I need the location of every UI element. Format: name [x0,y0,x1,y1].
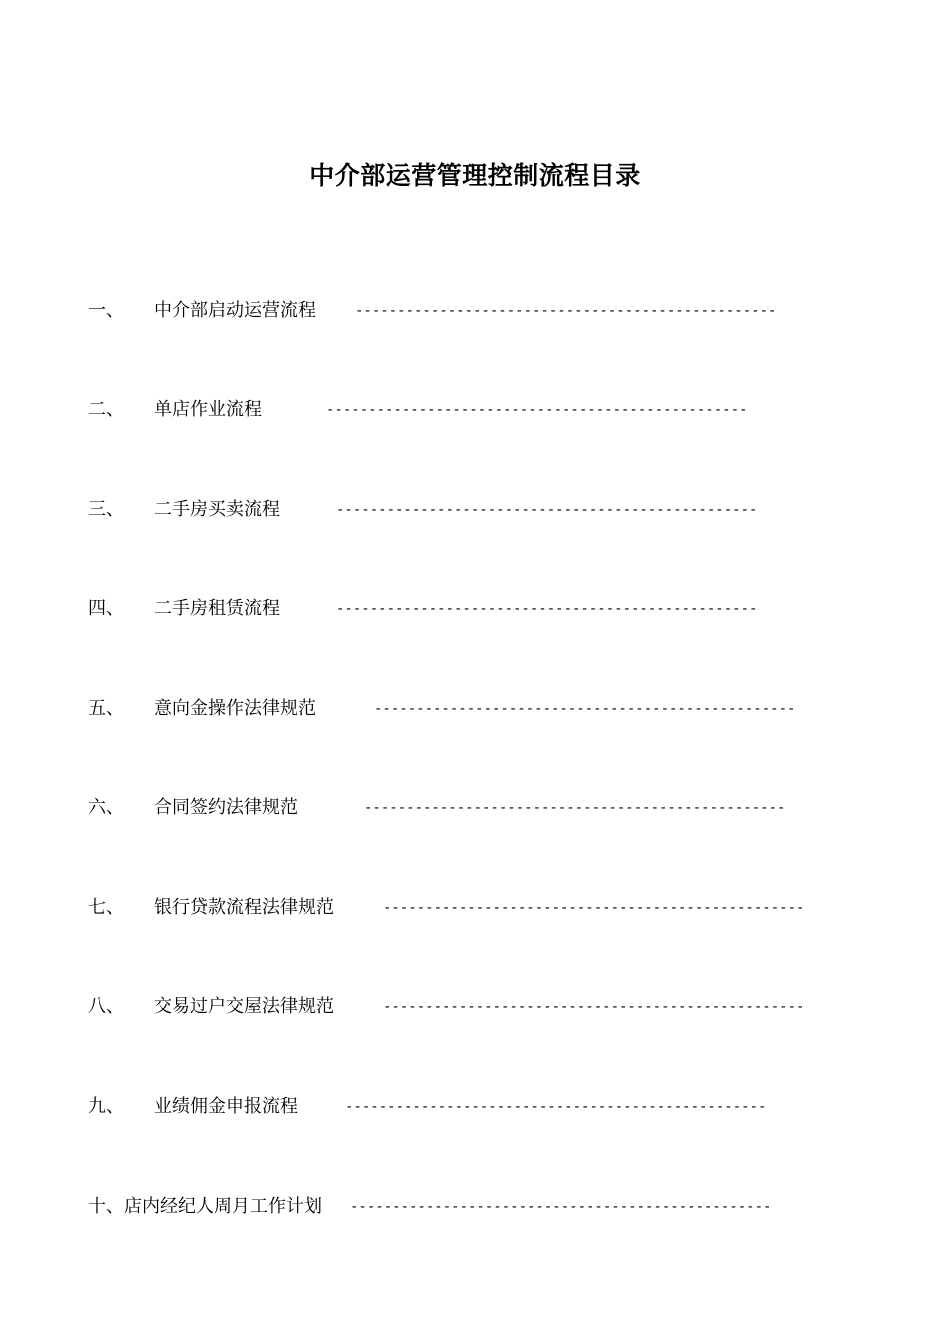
toc-item-leader: -------------------------------------------------- [364,800,786,816]
toc-item-number: 二、 [88,399,124,420]
toc-item-number: 四、 [88,598,124,619]
toc-item-label: 二手房买卖流程 [154,499,280,520]
toc-item-label: 店内经纪人周月工作计划 [124,1196,322,1217]
toc-item-label: 单店作业流程 [154,399,262,420]
toc-item-leader: -------------------------------------------------- [383,999,805,1015]
toc-item-number: 六、 [88,797,124,818]
toc-item-label: 中介部启动运营流程 [154,300,316,321]
toc-item-label: 业绩佣金申报流程 [154,1096,298,1117]
toc-item-label: 意向金操作法律规范 [154,698,316,719]
toc-item-number: 一、 [88,300,124,321]
toc-item-leader: -------------------------------------------------- [326,402,748,418]
toc-item-number: 九、 [88,1096,124,1117]
toc-item-leader: -------------------------------------------------- [345,1099,767,1115]
toc-item-label: 二手房租赁流程 [154,598,280,619]
toc-item-leader: -------------------------------------------------- [336,502,758,518]
toc-item-number: 七、 [88,897,124,918]
toc-item-leader: -------------------------------------------------- [355,303,777,319]
toc-item-number: 三、 [88,499,124,520]
page-title: 中介部运营管理控制流程目录 [309,161,641,190]
toc-item-leader: -------------------------------------------------- [374,701,796,717]
toc-item-number: 八、 [88,996,124,1017]
toc-item-number: 五、 [88,698,124,719]
toc-item-label: 银行贷款流程法律规范 [154,897,334,918]
toc-item-leader: -------------------------------------------------- [383,900,805,916]
toc-item-label: 合同签约法律规范 [154,797,298,818]
toc-item-leader: -------------------------------------------------- [350,1199,772,1215]
toc-item-label: 交易过户交屋法律规范 [154,996,334,1017]
toc-item-number: 十、 [88,1196,124,1217]
toc-item-leader: -------------------------------------------------- [336,601,758,617]
